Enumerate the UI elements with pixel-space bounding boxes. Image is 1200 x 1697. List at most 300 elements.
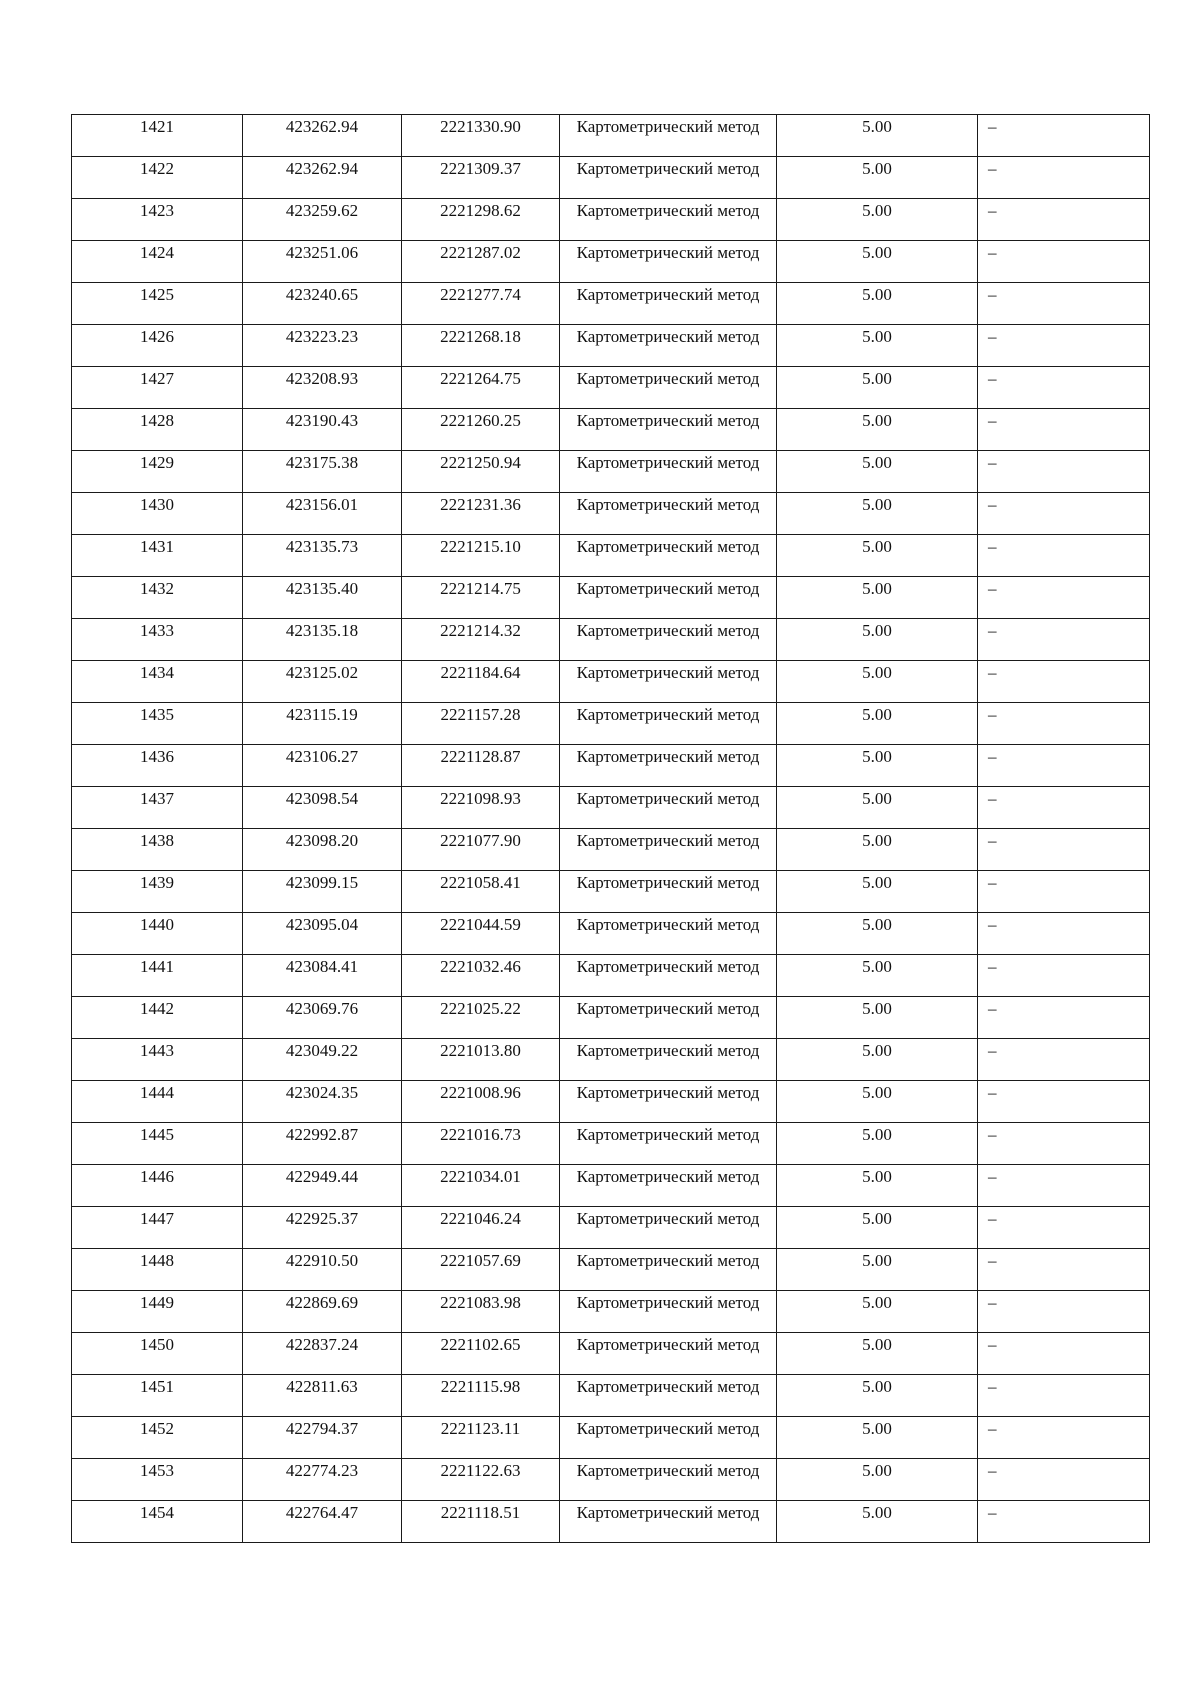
table-row	[72, 1291, 1150, 1333]
point-number-cell-text: 1448	[140, 1251, 174, 1270]
x-coordinate-cell-text: 423049.22	[285, 1041, 359, 1060]
x-coordinate-cell-text: 423259.62	[285, 201, 359, 220]
coordinates-table-body	[72, 115, 1150, 1543]
accuracy-cell-text: 5.00	[862, 789, 892, 808]
method-cell-text: Картометрический метод	[576, 117, 760, 136]
method-cell-text: Картометрический метод	[576, 1335, 760, 1354]
note-cell-text: –	[988, 1209, 997, 1228]
note-cell	[978, 1081, 1150, 1123]
accuracy-cell	[777, 1501, 978, 1543]
table-row	[72, 1207, 1150, 1249]
point-number-cell	[72, 535, 243, 577]
method-cell-text: Картометрический метод	[576, 873, 760, 892]
note-cell	[978, 703, 1150, 745]
note-cell	[978, 157, 1150, 199]
method-cell	[560, 1207, 777, 1249]
accuracy-cell	[777, 913, 978, 955]
table-row	[72, 787, 1150, 829]
method-cell-text: Картометрический метод	[576, 1461, 760, 1480]
x-coordinate-cell-text: 423190.43	[285, 411, 359, 430]
point-number-cell-text: 1431	[140, 537, 174, 556]
y-coordinate-cell-text: 2221032.46	[440, 957, 521, 976]
method-cell	[560, 1081, 777, 1123]
note-cell	[978, 955, 1150, 997]
point-number-cell-text: 1430	[140, 495, 174, 514]
table-row	[72, 115, 1150, 157]
table-row	[72, 325, 1150, 367]
x-coordinate-cell-text: 423115.19	[286, 705, 358, 724]
note-cell	[978, 577, 1150, 619]
x-coordinate-cell	[243, 1375, 402, 1417]
accuracy-cell-text: 5.00	[862, 1335, 892, 1354]
note-cell	[978, 241, 1150, 283]
note-cell	[978, 1375, 1150, 1417]
note-cell	[978, 1039, 1150, 1081]
point-number-cell-text: 1423	[140, 201, 174, 220]
x-coordinate-cell	[243, 1081, 402, 1123]
point-number-cell-text: 1432	[140, 579, 174, 598]
accuracy-cell	[777, 661, 978, 703]
table-row	[72, 1123, 1150, 1165]
x-coordinate-cell-text: 422764.47	[285, 1503, 359, 1522]
x-coordinate-cell	[243, 367, 402, 409]
y-coordinate-cell	[402, 157, 560, 199]
note-cell-text: –	[988, 117, 997, 136]
y-coordinate-cell-text: 2221046.24	[440, 1209, 521, 1228]
y-coordinate-cell-text: 2221044.59	[440, 915, 521, 934]
y-coordinate-cell-text: 2221214.32	[440, 621, 521, 640]
table-row	[72, 871, 1150, 913]
y-coordinate-cell-text: 2221034.01	[440, 1167, 521, 1186]
x-coordinate-cell-text: 423095.04	[285, 915, 359, 934]
accuracy-cell-text: 5.00	[862, 327, 892, 346]
method-cell	[560, 535, 777, 577]
y-coordinate-cell-text: 2221231.36	[440, 495, 521, 514]
table-row	[72, 1039, 1150, 1081]
accuracy-cell-text: 5.00	[862, 1209, 892, 1228]
accuracy-cell-text: 5.00	[862, 1461, 892, 1480]
method-cell-text: Картометрический метод	[576, 411, 760, 430]
table-row	[72, 829, 1150, 871]
method-cell-text: Картометрический метод	[576, 327, 760, 346]
table-row	[72, 409, 1150, 451]
note-cell-text: –	[988, 369, 997, 388]
y-coordinate-cell	[402, 241, 560, 283]
note-cell-text: –	[988, 159, 997, 178]
note-cell	[978, 367, 1150, 409]
x-coordinate-cell-text: 422992.87	[285, 1125, 359, 1144]
method-cell-text: Картометрический метод	[576, 1209, 760, 1228]
point-number-cell-text: 1439	[140, 873, 174, 892]
accuracy-cell	[777, 1207, 978, 1249]
x-coordinate-cell	[243, 913, 402, 955]
method-cell-text: Картометрический метод	[576, 1167, 760, 1186]
note-cell	[978, 871, 1150, 913]
method-cell	[560, 115, 777, 157]
y-coordinate-cell-text: 2221115.98	[440, 1377, 521, 1396]
point-number-cell	[72, 1333, 243, 1375]
x-coordinate-cell-text: 423208.93	[285, 369, 359, 388]
table-row	[72, 577, 1150, 619]
point-number-cell-text: 1442	[140, 999, 174, 1018]
x-coordinate-cell	[243, 1249, 402, 1291]
y-coordinate-cell	[402, 577, 560, 619]
table-row	[72, 1249, 1150, 1291]
method-cell-text: Картометрический метод	[576, 1083, 760, 1102]
method-cell	[560, 241, 777, 283]
accuracy-cell	[777, 325, 978, 367]
y-coordinate-cell	[402, 955, 560, 997]
y-coordinate-cell	[402, 1459, 560, 1501]
x-coordinate-cell	[243, 493, 402, 535]
point-number-cell	[72, 283, 243, 325]
note-cell-text: –	[988, 663, 997, 682]
note-cell	[978, 1123, 1150, 1165]
method-cell	[560, 367, 777, 409]
x-coordinate-cell-text: 423175.38	[285, 453, 359, 472]
table-row	[72, 703, 1150, 745]
note-cell-text: –	[988, 831, 997, 850]
y-coordinate-cell	[402, 409, 560, 451]
point-number-cell-text: 1445	[140, 1125, 174, 1144]
method-cell	[560, 1501, 777, 1543]
method-cell	[560, 913, 777, 955]
method-cell-text: Картометрический метод	[576, 789, 760, 808]
x-coordinate-cell	[243, 1459, 402, 1501]
point-number-cell	[72, 409, 243, 451]
method-cell	[560, 409, 777, 451]
y-coordinate-cell-text: 2221287.02	[440, 243, 521, 262]
note-cell-text: –	[988, 873, 997, 892]
y-coordinate-cell	[402, 829, 560, 871]
accuracy-cell	[777, 1333, 978, 1375]
x-coordinate-cell-text: 423135.18	[285, 621, 359, 640]
point-number-cell	[72, 997, 243, 1039]
method-cell-text: Картометрический метод	[576, 579, 760, 598]
method-cell	[560, 829, 777, 871]
accuracy-cell-text: 5.00	[862, 915, 892, 934]
y-coordinate-cell-text: 2221123.11	[440, 1419, 521, 1438]
point-number-cell-text: 1428	[140, 411, 174, 430]
method-cell-text: Картометрический метод	[576, 537, 760, 556]
point-number-cell-text: 1426	[140, 327, 174, 346]
y-coordinate-cell	[402, 1039, 560, 1081]
x-coordinate-cell	[243, 283, 402, 325]
accuracy-cell-text: 5.00	[862, 747, 892, 766]
x-coordinate-cell-text: 422925.37	[285, 1209, 359, 1228]
method-cell-text: Картометрический метод	[576, 1503, 760, 1522]
accuracy-cell	[777, 367, 978, 409]
table-row	[72, 619, 1150, 661]
note-cell	[978, 325, 1150, 367]
note-cell-text: –	[988, 1335, 997, 1354]
x-coordinate-cell	[243, 1207, 402, 1249]
x-coordinate-cell	[243, 115, 402, 157]
table-row	[72, 1081, 1150, 1123]
point-number-cell-text: 1438	[140, 831, 174, 850]
accuracy-cell	[777, 1375, 978, 1417]
point-number-cell-text: 1429	[140, 453, 174, 472]
y-coordinate-cell-text: 2221118.51	[440, 1503, 521, 1522]
x-coordinate-cell	[243, 619, 402, 661]
table-row	[72, 283, 1150, 325]
accuracy-cell-text: 5.00	[862, 621, 892, 640]
table-row	[72, 1333, 1150, 1375]
x-coordinate-cell-text: 422949.44	[285, 1167, 359, 1186]
method-cell	[560, 661, 777, 703]
method-cell-text: Картометрический метод	[576, 831, 760, 850]
y-coordinate-cell	[402, 745, 560, 787]
point-number-cell-text: 1425	[140, 285, 174, 304]
method-cell-text: Картометрический метод	[576, 201, 760, 220]
point-number-cell	[72, 1081, 243, 1123]
point-number-cell	[72, 619, 243, 661]
method-cell	[560, 325, 777, 367]
accuracy-cell	[777, 1081, 978, 1123]
y-coordinate-cell	[402, 367, 560, 409]
accuracy-cell-text: 5.00	[862, 285, 892, 304]
method-cell	[560, 745, 777, 787]
point-number-cell-text: 1450	[140, 1335, 174, 1354]
y-coordinate-cell-text: 2221025.22	[440, 999, 521, 1018]
y-coordinate-cell-text: 2221016.73	[440, 1125, 521, 1144]
point-number-cell	[72, 115, 243, 157]
y-coordinate-cell	[402, 283, 560, 325]
x-coordinate-cell-text: 423262.94	[285, 159, 359, 178]
y-coordinate-cell	[402, 787, 560, 829]
table-row	[72, 199, 1150, 241]
x-coordinate-cell	[243, 745, 402, 787]
accuracy-cell	[777, 157, 978, 199]
method-cell	[560, 199, 777, 241]
note-cell-text: –	[988, 621, 997, 640]
point-number-cell	[72, 703, 243, 745]
x-coordinate-cell	[243, 1123, 402, 1165]
y-coordinate-cell	[402, 703, 560, 745]
y-coordinate-cell	[402, 451, 560, 493]
accuracy-cell	[777, 283, 978, 325]
note-cell-text: –	[988, 957, 997, 976]
point-number-cell	[72, 1249, 243, 1291]
method-cell	[560, 1123, 777, 1165]
method-cell	[560, 955, 777, 997]
point-number-cell-text: 1453	[140, 1461, 174, 1480]
accuracy-cell	[777, 409, 978, 451]
x-coordinate-cell-text: 423251.06	[285, 243, 359, 262]
point-number-cell-text: 1424	[140, 243, 174, 262]
y-coordinate-cell-text: 2221330.90	[440, 117, 521, 136]
method-cell-text: Картометрический метод	[576, 1419, 760, 1438]
method-cell	[560, 1291, 777, 1333]
method-cell	[560, 157, 777, 199]
y-coordinate-cell-text: 2221298.62	[440, 201, 521, 220]
point-number-cell-text: 1451	[140, 1377, 174, 1396]
method-cell-text: Картометрический метод	[576, 1125, 760, 1144]
accuracy-cell-text: 5.00	[862, 957, 892, 976]
note-cell	[978, 619, 1150, 661]
x-coordinate-cell	[243, 451, 402, 493]
point-number-cell	[72, 1417, 243, 1459]
x-coordinate-cell	[243, 577, 402, 619]
accuracy-cell	[777, 577, 978, 619]
point-number-cell	[72, 661, 243, 703]
note-cell-text: –	[988, 1083, 997, 1102]
point-number-cell	[72, 325, 243, 367]
accuracy-cell-text: 5.00	[862, 1083, 892, 1102]
method-cell-text: Картометрический метод	[576, 1377, 760, 1396]
point-number-cell-text: 1447	[140, 1209, 174, 1228]
x-coordinate-cell-text: 423223.23	[285, 327, 359, 346]
accuracy-cell	[777, 535, 978, 577]
method-cell-text: Картометрический метод	[576, 1293, 760, 1312]
y-coordinate-cell	[402, 325, 560, 367]
method-cell	[560, 997, 777, 1039]
point-number-cell	[72, 1459, 243, 1501]
table-row	[72, 157, 1150, 199]
y-coordinate-cell	[402, 535, 560, 577]
note-cell	[978, 409, 1150, 451]
note-cell-text: –	[988, 1293, 997, 1312]
y-coordinate-cell	[402, 1249, 560, 1291]
method-cell-text: Картометрический метод	[576, 495, 760, 514]
accuracy-cell-text: 5.00	[862, 1377, 892, 1396]
note-cell-text: –	[988, 453, 997, 472]
point-number-cell	[72, 913, 243, 955]
x-coordinate-cell-text: 423125.02	[285, 663, 359, 682]
table-row	[72, 661, 1150, 703]
table-row	[72, 745, 1150, 787]
accuracy-cell-text: 5.00	[862, 117, 892, 136]
y-coordinate-cell	[402, 1417, 560, 1459]
x-coordinate-cell	[243, 535, 402, 577]
accuracy-cell-text: 5.00	[862, 1419, 892, 1438]
y-coordinate-cell-text: 2221077.90	[440, 831, 521, 850]
accuracy-cell	[777, 1459, 978, 1501]
accuracy-cell-text: 5.00	[862, 873, 892, 892]
y-coordinate-cell-text: 2221058.41	[440, 873, 521, 892]
note-cell-text: –	[988, 1461, 997, 1480]
method-cell-text: Картометрический метод	[576, 1251, 760, 1270]
y-coordinate-cell	[402, 661, 560, 703]
accuracy-cell	[777, 115, 978, 157]
method-cell-text: Картометрический метод	[576, 159, 760, 178]
method-cell-text: Картометрический метод	[576, 1041, 760, 1060]
point-number-cell	[72, 451, 243, 493]
x-coordinate-cell	[243, 871, 402, 913]
method-cell-text: Картометрический метод	[576, 621, 760, 640]
note-cell	[978, 829, 1150, 871]
note-cell	[978, 283, 1150, 325]
note-cell-text: –	[988, 243, 997, 262]
accuracy-cell-text: 5.00	[862, 1503, 892, 1522]
accuracy-cell-text: 5.00	[862, 495, 892, 514]
x-coordinate-cell	[243, 325, 402, 367]
method-cell-text: Картометрический метод	[576, 999, 760, 1018]
accuracy-cell	[777, 1123, 978, 1165]
accuracy-cell	[777, 1291, 978, 1333]
accuracy-cell-text: 5.00	[862, 369, 892, 388]
method-cell	[560, 703, 777, 745]
point-number-cell-text: 1449	[140, 1293, 174, 1312]
x-coordinate-cell	[243, 955, 402, 997]
x-coordinate-cell-text: 423106.27	[285, 747, 359, 766]
x-coordinate-cell	[243, 409, 402, 451]
accuracy-cell	[777, 787, 978, 829]
x-coordinate-cell-text: 423135.73	[285, 537, 359, 556]
y-coordinate-cell-text: 2221277.74	[440, 285, 521, 304]
method-cell	[560, 1459, 777, 1501]
note-cell	[978, 745, 1150, 787]
y-coordinate-cell	[402, 1081, 560, 1123]
note-cell	[978, 787, 1150, 829]
point-number-cell-text: 1452	[140, 1419, 174, 1438]
x-coordinate-cell	[243, 1039, 402, 1081]
method-cell-text: Картометрический метод	[576, 705, 760, 724]
y-coordinate-cell	[402, 1165, 560, 1207]
note-cell	[978, 913, 1150, 955]
accuracy-cell-text: 5.00	[862, 579, 892, 598]
point-number-cell-text: 1422	[140, 159, 174, 178]
accuracy-cell	[777, 1039, 978, 1081]
accuracy-cell	[777, 745, 978, 787]
x-coordinate-cell-text: 423135.40	[285, 579, 359, 598]
y-coordinate-cell	[402, 997, 560, 1039]
point-number-cell-text: 1436	[140, 747, 174, 766]
accuracy-cell	[777, 493, 978, 535]
x-coordinate-cell	[243, 241, 402, 283]
accuracy-cell-text: 5.00	[862, 705, 892, 724]
method-cell	[560, 787, 777, 829]
note-cell-text: –	[988, 327, 997, 346]
note-cell	[978, 1165, 1150, 1207]
method-cell-text: Картометрический метод	[576, 453, 760, 472]
point-number-cell	[72, 1291, 243, 1333]
note-cell-text: –	[988, 1377, 997, 1396]
note-cell-text: –	[988, 579, 997, 598]
table-row	[72, 955, 1150, 997]
method-cell	[560, 871, 777, 913]
point-number-cell	[72, 1039, 243, 1081]
point-number-cell-text: 1433	[140, 621, 174, 640]
x-coordinate-cell-text: 423099.15	[285, 873, 359, 892]
point-number-cell	[72, 1207, 243, 1249]
x-coordinate-cell	[243, 1417, 402, 1459]
accuracy-cell	[777, 829, 978, 871]
note-cell	[978, 1249, 1150, 1291]
x-coordinate-cell-text: 422869.69	[285, 1293, 359, 1312]
point-number-cell-text: 1444	[140, 1083, 174, 1102]
y-coordinate-cell	[402, 913, 560, 955]
note-cell	[978, 1291, 1150, 1333]
note-cell-text: –	[988, 705, 997, 724]
point-number-cell	[72, 199, 243, 241]
accuracy-cell	[777, 241, 978, 283]
note-cell	[978, 1501, 1150, 1543]
note-cell-text: –	[988, 411, 997, 430]
x-coordinate-cell-text: 422794.37	[285, 1419, 359, 1438]
y-coordinate-cell-text: 2221122.63	[440, 1461, 521, 1480]
note-cell-text: –	[988, 537, 997, 556]
x-coordinate-cell-text: 422837.24	[285, 1335, 359, 1354]
accuracy-cell	[777, 199, 978, 241]
x-coordinate-cell	[243, 829, 402, 871]
x-coordinate-cell-text: 423024.35	[285, 1083, 359, 1102]
accuracy-cell	[777, 871, 978, 913]
note-cell-text: –	[988, 1125, 997, 1144]
accuracy-cell	[777, 619, 978, 661]
x-coordinate-cell-text: 423098.20	[285, 831, 359, 850]
method-cell-text: Картометрический метод	[576, 369, 760, 388]
